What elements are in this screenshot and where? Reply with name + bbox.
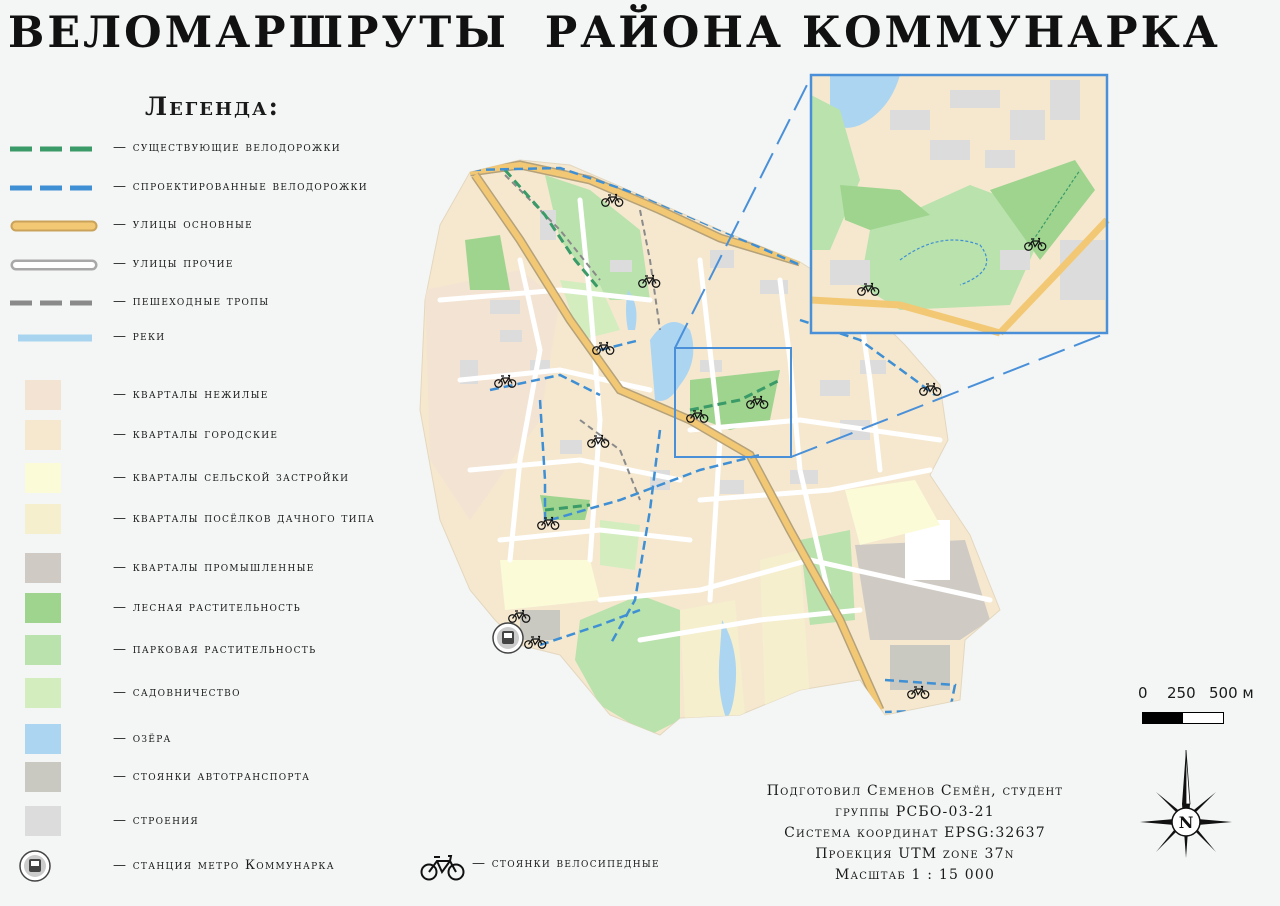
legend-swatch: [10, 259, 98, 271]
legend-item: [0, 508, 520, 532]
legend-item: [0, 326, 520, 350]
legend-item: [0, 728, 520, 752]
park-center: [600, 520, 640, 570]
legend-swatch: [25, 762, 61, 792]
legend-label: — спроектированные велодорожки: [113, 179, 368, 194]
legend-label: — кварталы посёлков дачного типа: [113, 511, 376, 526]
legend-item: [0, 384, 520, 408]
inset-map: [811, 75, 1107, 333]
legend-item: [0, 424, 520, 448]
scale-label-250: 250: [1167, 684, 1196, 702]
legend-swatch: [25, 553, 61, 583]
legend-label: — реки: [113, 329, 166, 344]
legend-swatch: [25, 504, 61, 534]
legend-swatch: [10, 220, 98, 232]
legend-item: [0, 810, 520, 834]
credit-crs: Система координат EPSG:32637: [784, 825, 1046, 841]
scale-label-0: 0: [1138, 684, 1148, 702]
legend-label: — существующие велодорожки: [113, 140, 341, 155]
legend-swatch: [25, 380, 61, 410]
legend-label: — кварталы нежилые: [113, 387, 269, 402]
metro-icon: [18, 849, 52, 883]
legend-item: [0, 557, 520, 581]
legend-item: [0, 137, 520, 161]
legend-label: — озёра: [113, 731, 172, 746]
legend-swatch: [10, 143, 98, 155]
legend-swatch: [25, 635, 61, 665]
legend-label: — строения: [113, 813, 199, 828]
credits: [730, 781, 1100, 886]
legend-item: [0, 597, 520, 621]
legend-label: — улицы основные: [113, 217, 254, 232]
bike-parking-label: — стоянки велосипедные: [472, 856, 660, 871]
bike-parking-icon: [420, 853, 466, 881]
legend-label: — лесная растительность: [113, 600, 302, 615]
legend-label: — садовничество: [113, 685, 241, 700]
legend-item: [0, 467, 520, 491]
legend-label: — улицы прочие: [113, 256, 234, 271]
legend-swatch: [25, 678, 61, 708]
legend-swatch: [25, 420, 61, 450]
legend-heading: Легенда:: [145, 92, 280, 121]
credit-group: группы РСБО-03-21: [835, 804, 995, 820]
scale-label-500: 500 м: [1209, 684, 1254, 702]
legend-label: — парковая растительность: [113, 642, 317, 657]
legend-label: — кварталы промышленные: [113, 560, 315, 575]
credit-author: Подготовил Семенов Семён, студент: [766, 783, 1064, 799]
legend-item: [0, 291, 520, 315]
legend-label: — кварталы городские: [113, 427, 279, 442]
dacha-block: [680, 600, 745, 718]
legend-swatch: [10, 182, 98, 194]
north-arrow-icon: [1138, 748, 1234, 860]
legend-label: — кварталы сельской застройки: [113, 470, 350, 485]
legend-item: [0, 766, 520, 790]
legend-swatch: [25, 593, 61, 623]
legend-swatch: [25, 463, 61, 493]
legend-swatch: [25, 724, 61, 754]
legend-label: — стоянки автотранспорта: [113, 769, 311, 784]
map-title: ВЕЛОМАРШРУТЫ РАЙОНА КОММУНАРКА: [8, 8, 1221, 58]
legend-label: — станция метро Коммунарка: [113, 858, 335, 873]
legend-swatch: [25, 806, 61, 836]
scale-bar: [1135, 684, 1265, 730]
legend-item: [0, 214, 520, 238]
legend-swatch: [10, 332, 98, 344]
scale-bar-graphic: [1142, 712, 1224, 724]
legend-item: [0, 176, 520, 200]
credit-projection: Проекция UTM zone 37n: [815, 846, 1015, 862]
legend-label: — пешеходные тропы: [113, 294, 270, 309]
legend-item: [0, 253, 520, 277]
legend-item: [0, 639, 520, 663]
compass-label: N: [1178, 813, 1194, 832]
legend-swatch: [10, 297, 98, 309]
credit-scale: Масштаб 1 : 15 000: [834, 867, 996, 883]
legend-item: [0, 682, 520, 706]
